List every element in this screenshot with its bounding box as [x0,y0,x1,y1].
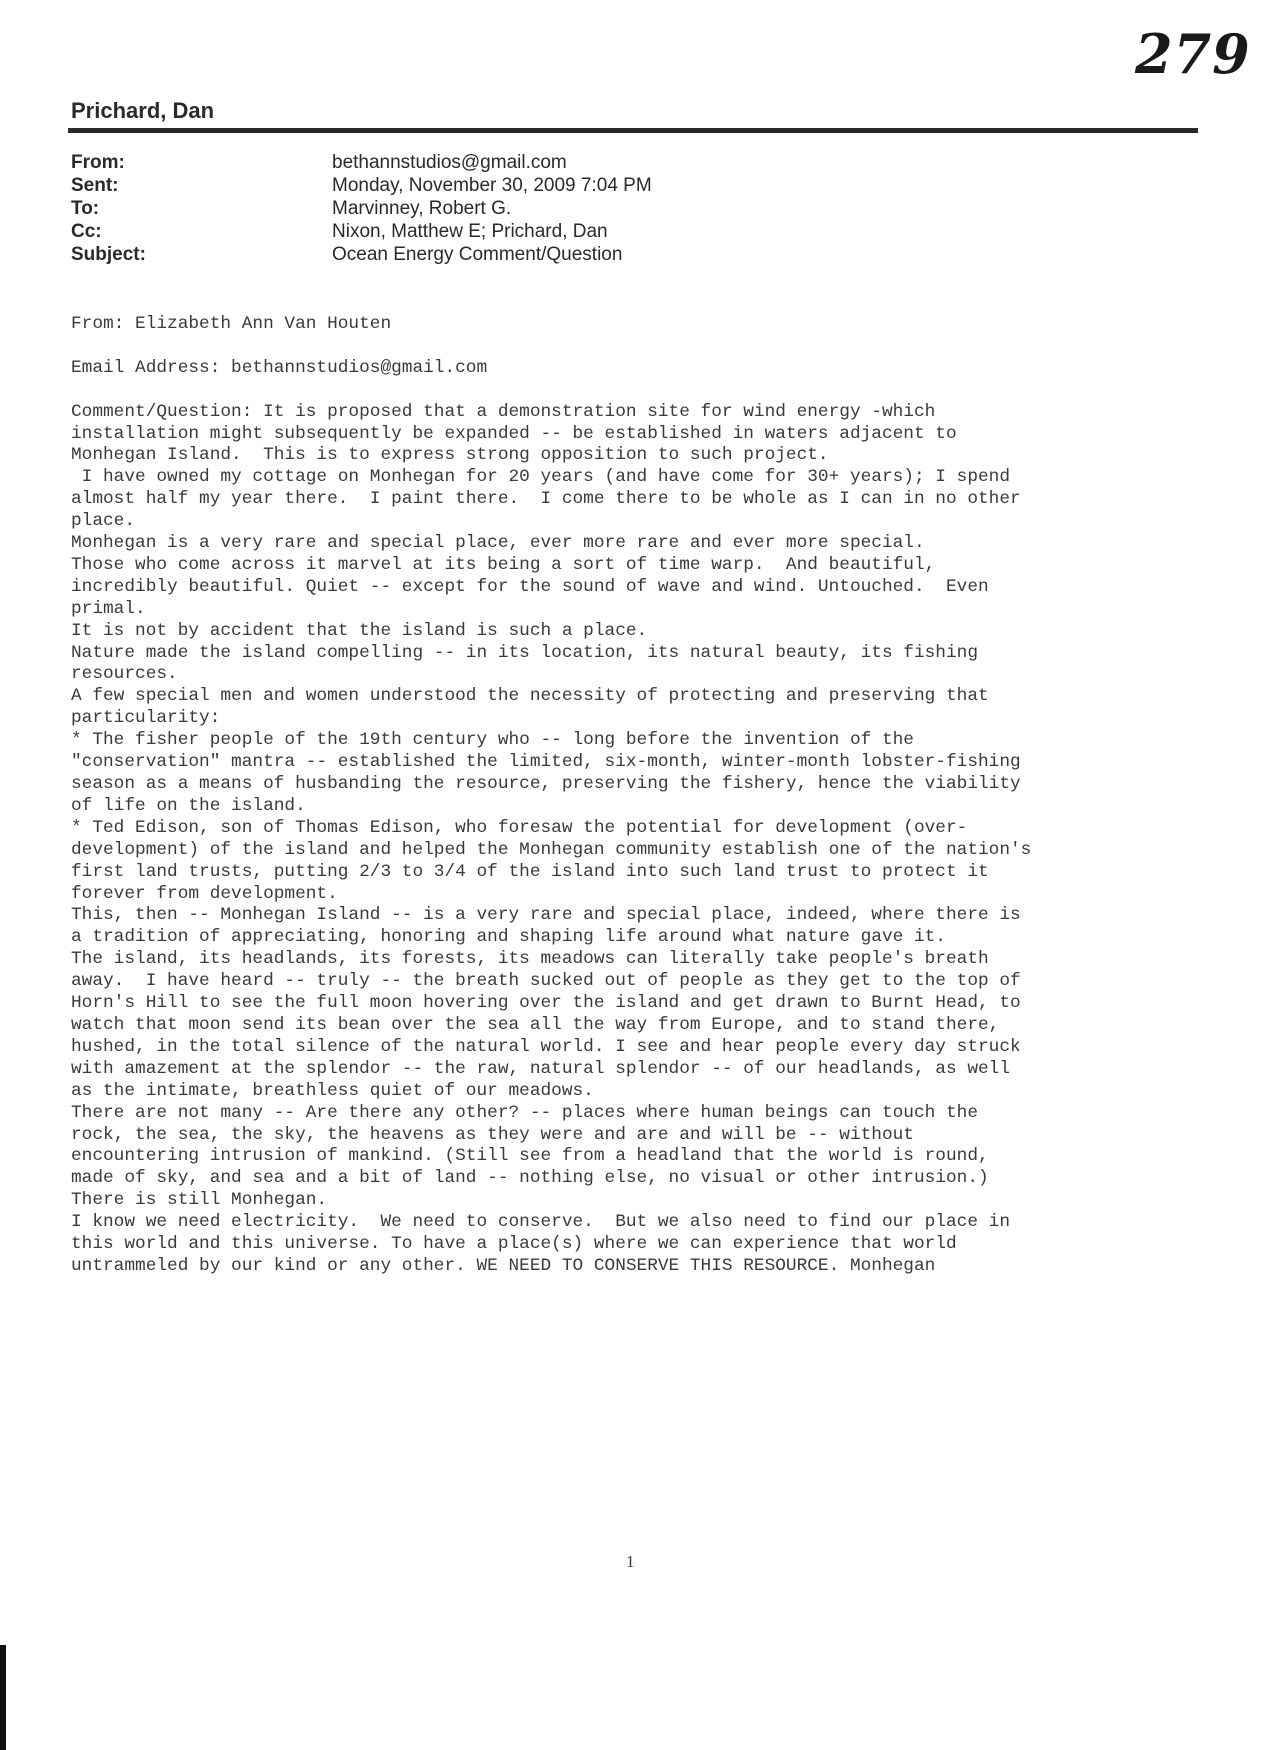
mailbox-owner-name: Prichard, Dan [71,98,215,123]
body-line: forever from development. [71,883,338,904]
body-line: development) of the island and helped the Monhegan community establish one of the nation's [71,839,1032,860]
body-line: There are not many -- Are there any other? -- places where human beings can touch the [71,1102,978,1123]
body-line: watch that moon send its bean over the sea all the way from Europe, and to stand there, [71,1014,1000,1035]
header-divider [68,128,1198,133]
body-line: There is still Monhegan. [71,1190,328,1211]
from-value: bethannstudios@gmail.com [332,152,567,173]
body-line: untrammeled by our kind or any other. WE NEED TO CONSERVE THIS RESOURCE. Monhegan [71,1255,936,1276]
body-line: Those who come across it marvel at its being a sort of time warp. And beautiful, [71,554,936,575]
comment-text [71,402,1251,1278]
body-line: as the intimate, breathless quiet of our meadows. [71,1080,594,1101]
body-line: resources. [71,664,178,685]
sent-value: Monday, November 30, 2009 7:04 PM [332,175,652,196]
scan-edge-mark [0,1645,6,1750]
from-row [71,151,652,174]
body-line: encountering intrusion of mankind. (Still see from a headland that the world is round, [71,1146,989,1167]
body-email-line: Email Address: bethannstudios@gmail.com [71,357,488,378]
body-line: Monhegan is a very rare and special place, ever more rare and ever more special. [71,533,925,554]
subject-label: Subject: [71,244,146,265]
body-line: A few special men and women understood the necessity of protecting and preserving that [71,686,989,707]
cc-value: Nixon, Matthew E; Prichard, Dan [332,221,608,242]
footer-page-number: 1 [626,1552,635,1571]
subject-row [71,243,652,266]
cc-row [71,220,652,243]
body-line: rock, the sea, the sky, the heavens as they were and are and will be -- without [71,1124,914,1145]
subject-value: Ocean Energy Comment/Question [332,244,623,265]
body-line: with amazement at the splendor -- the raw, natural splendor -- of our headlands, as well [71,1058,1011,1079]
body-line: I know we need electricity. We need to conserve. But we also need to find our place in [71,1212,1011,1233]
email-header [71,151,652,266]
to-value: Marvinney, Robert G. [332,198,512,219]
sent-row [71,174,652,197]
sent-label: Sent: [71,175,119,196]
body-line: this world and this universe. To have a place(s) where we can experience that world [71,1234,957,1255]
cc-label: Cc: [71,221,102,242]
body-line: incredibly beautiful. Quiet -- except for the sound of wave and wind. Untouched. Even [71,576,989,597]
body-line: This, then -- Monhegan Island -- is a very rare and special place, indeed, where there is [71,905,1021,926]
body-line: Nature made the island compelling -- in its location, its natural beauty, its fishing [71,642,978,663]
body-line: almost half my year there. I paint there. I come there to be whole as I can in no other [71,489,1021,510]
body-line: The island, its headlands, its forests, its meadows can literally take people's breath [71,949,989,970]
spacer [71,380,1251,402]
body-line: Horn's Hill to see the full moon hovering over the island and get drawn to Burnt Head, to [71,993,1021,1014]
body-line: first land trusts, putting 2/3 to 3/4 of the island into such land trust to protect it [71,861,989,882]
body-line: made of sky, and sea and a bit of land -- nothing else, no visual or other intrusion.) [71,1168,989,1189]
from-label: From: [71,152,125,173]
body-line: installation might subsequently be expanded -- be established in waters adjacent to [71,423,957,444]
body-line: season as a means of husbanding the resource, preserving the fishery, hence the viability [71,774,1021,794]
body-line: place. [71,511,136,532]
email-body [71,314,1251,1278]
body-line: I have owned my cottage on Monhegan for 20 years (and have come for 30+ years); I spend [71,467,1011,488]
to-label: To: [71,198,100,219]
body-line: "conservation" mantra -- established the limited, six-month, winter-month lobster-fishing [71,752,1021,773]
body-line: a tradition of appreciating, honoring and shaping life around what nature gave it. [71,927,946,948]
body-line: Comment/Question: It is proposed that a demonstration site for wind energy -which [71,401,936,422]
body-from-line: From: Elizabeth Ann Van Houten [71,314,392,334]
body-line: particularity: [71,708,221,729]
body-line: of life on the island. [71,795,306,816]
body-line: away. I have heard -- truly -- the breath sucked out of people as they get to the top of [71,971,1021,992]
body-line: * The fisher people of the 19th century who -- long before the invention of the [71,730,914,751]
to-row [71,197,652,220]
body-line: * Ted Edison, son of Thomas Edison, who foresaw the potential for development (over- [71,817,968,838]
body-line: primal. [71,598,146,619]
handwritten-page-number: 279 [1135,22,1251,86]
body-line: Monhegan Island. This is to express strong opposition to such project. [71,445,829,466]
spacer [71,336,1251,358]
body-line: It is not by accident that the island is such a place. [71,620,648,641]
body-line: hushed, in the total silence of the natural world. I see and hear people every day struck [71,1036,1021,1057]
